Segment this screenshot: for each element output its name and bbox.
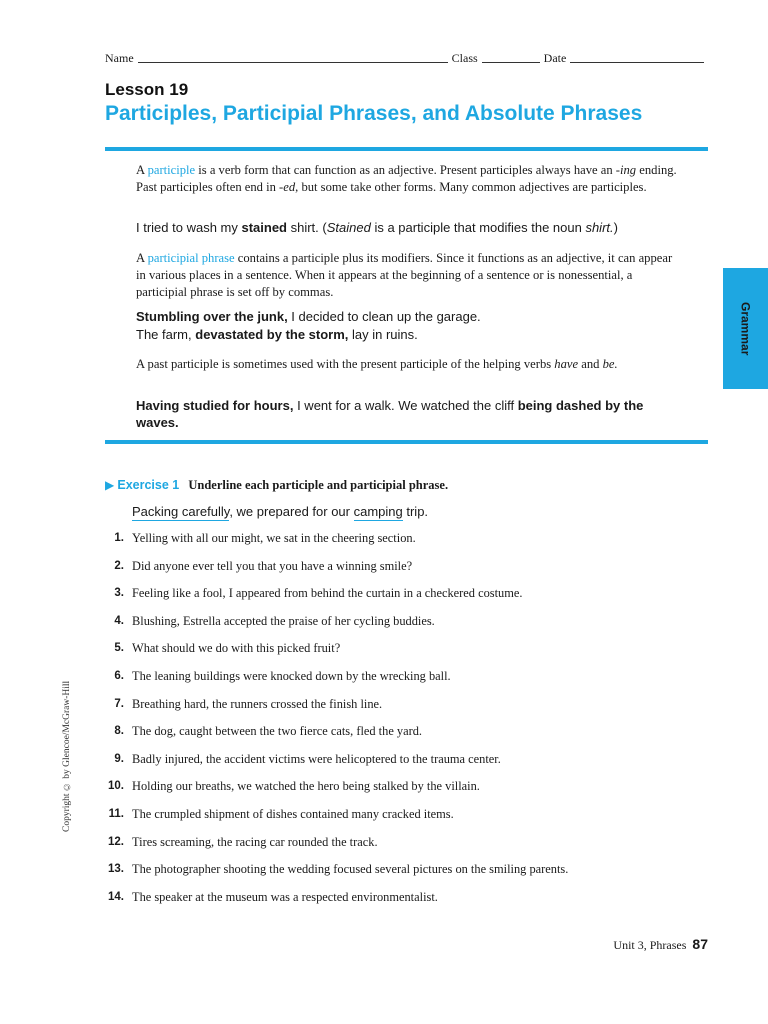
sample-underline-1: Packing carefully [132, 504, 230, 519]
term-participle: participle [147, 163, 196, 177]
play-arrow-icon: ▶ [105, 478, 115, 492]
exercise-item[interactable] [100, 697, 700, 725]
exercise-label: Exercise 1 [117, 478, 180, 492]
exercise-item[interactable] [100, 669, 700, 697]
exercise-item[interactable] [100, 586, 700, 614]
exercise-item[interactable] [100, 862, 700, 890]
past-participle-note: A past participle is sometimes used with the present participle of the helping verbs have and be. [136, 357, 618, 371]
item-number: 1. [114, 532, 124, 544]
item-sentence[interactable]: Holding our breaths, we watched the hero being stalked by the villain. [132, 779, 480, 794]
exercise-sample: Packing carefully, we prepared for our camping trip. [132, 504, 429, 519]
example-having-studied: Having studied for hours, I went for a walk. We watched the cliff being dashed by the waves. [136, 398, 644, 430]
item-number: 2. [114, 559, 124, 572]
grammar-tab [723, 268, 768, 389]
unit-label: Unit 3, Phrases [613, 938, 687, 952]
exercise-instruction: Underline each participle and participial phrase. [188, 478, 449, 492]
item-number: 14. [108, 890, 124, 903]
item-sentence[interactable]: The speaker at the museum was a respected environmentalist. [132, 889, 438, 904]
item-number: 9. [114, 752, 124, 765]
sample-underline-2: camping [353, 504, 403, 519]
term-participial-phrase: participial phrase [147, 251, 235, 265]
exercise-item[interactable] [100, 531, 700, 559]
item-sentence[interactable]: The leaning buildings were knocked down by the wrecking ball. [132, 668, 451, 683]
item-sentence[interactable]: Yelling with all our might, we sat in the cheering section. [132, 531, 416, 545]
participial-phrase-definition: A participial phrase contains a participle plus its modifiers. Since it functions as an adjective, it can appear in various places in a sentence. When it appears at the beginning of a sentence or is nonessential, a participial phrase is set off by commas. [136, 251, 673, 299]
item-number: 6. [114, 669, 124, 682]
name-label: Name [105, 51, 134, 65]
exercise-item[interactable] [100, 779, 700, 807]
exercise-item[interactable] [100, 724, 700, 752]
exercise-item[interactable] [100, 614, 700, 642]
page-footer [560, 936, 708, 953]
item-number: 12. [108, 835, 124, 848]
copyright-notice: Copyright © by Glencoe/McGraw-Hill [62, 680, 72, 832]
item-number: 8. [114, 725, 124, 738]
item-sentence[interactable]: Tires screaming, the racing car rounded the track. [132, 834, 378, 849]
participle-definition: A participle is a verb form that can function as an adjective. Present participles always have an -ing ending. Past participles often end in -ed, but some take other forms. Many common adjectives are participles. [136, 163, 677, 194]
item-number: 10. [108, 780, 124, 793]
item-sentence[interactable]: Feeling like a fool, I appeared from behind the curtain in a checkered costume. [132, 586, 523, 601]
item-sentence[interactable]: What should we do with this picked fruit? [132, 641, 341, 656]
item-sentence[interactable]: Badly injured, the accident victims were helicoptered to the trauma center. [132, 751, 501, 766]
exercise-item[interactable] [100, 559, 700, 587]
name-field[interactable] [138, 61, 448, 63]
top-divider [105, 147, 708, 151]
class-label: Class [451, 51, 478, 65]
grammar-tab-label: Grammar [738, 301, 753, 356]
exercise-items-list [100, 531, 700, 917]
item-number: 3. [114, 587, 124, 600]
exercise-item[interactable] [100, 890, 700, 918]
example-stained: I tried to wash my stained shirt. (Stained is a participle that modifies the noun shirt.) [136, 220, 618, 235]
example-farm: The farm, devastated by the storm, lay in ruins. [136, 327, 418, 342]
item-sentence[interactable]: Blushing, Estrella accepted the praise of her cycling buddies. [132, 613, 435, 628]
item-sentence[interactable]: Breathing hard, the runners crossed the finish line. [132, 696, 383, 711]
item-sentence[interactable]: The photographer shooting the wedding focused several pictures on the smiling parents. [132, 862, 569, 877]
item-sentence[interactable]: The dog, caught between the two fierce cats, fled the yard. [132, 724, 423, 739]
item-number: 11. [108, 807, 124, 820]
bottom-divider [105, 440, 708, 444]
page-number: 87 [692, 936, 708, 952]
item-sentence[interactable]: The crumpled shipment of dishes contained many cracked items. [132, 806, 454, 821]
item-sentence[interactable]: Did anyone ever tell you that you have a winning smile? [132, 558, 413, 573]
exercise-item[interactable] [100, 835, 700, 863]
exercise-item[interactable] [100, 641, 700, 669]
date-label: Date [543, 51, 567, 65]
item-number: 5. [114, 642, 124, 655]
page-title: Participles, Participial Phrases, and Absolute Phrases [105, 102, 643, 125]
lesson-number: Lesson 19 [105, 80, 189, 99]
item-number: 4. [114, 614, 124, 627]
exercise-item[interactable] [100, 807, 700, 835]
exercise-heading [105, 478, 448, 493]
example-stumbling: Stumbling over the junk, I decided to clean up the garage. [136, 309, 481, 324]
class-field[interactable] [482, 61, 540, 63]
name-class-date-line [105, 51, 708, 66]
date-field[interactable] [570, 61, 704, 63]
item-number: 7. [114, 697, 124, 710]
item-number: 13. [108, 863, 124, 876]
exercise-item[interactable] [100, 752, 700, 780]
